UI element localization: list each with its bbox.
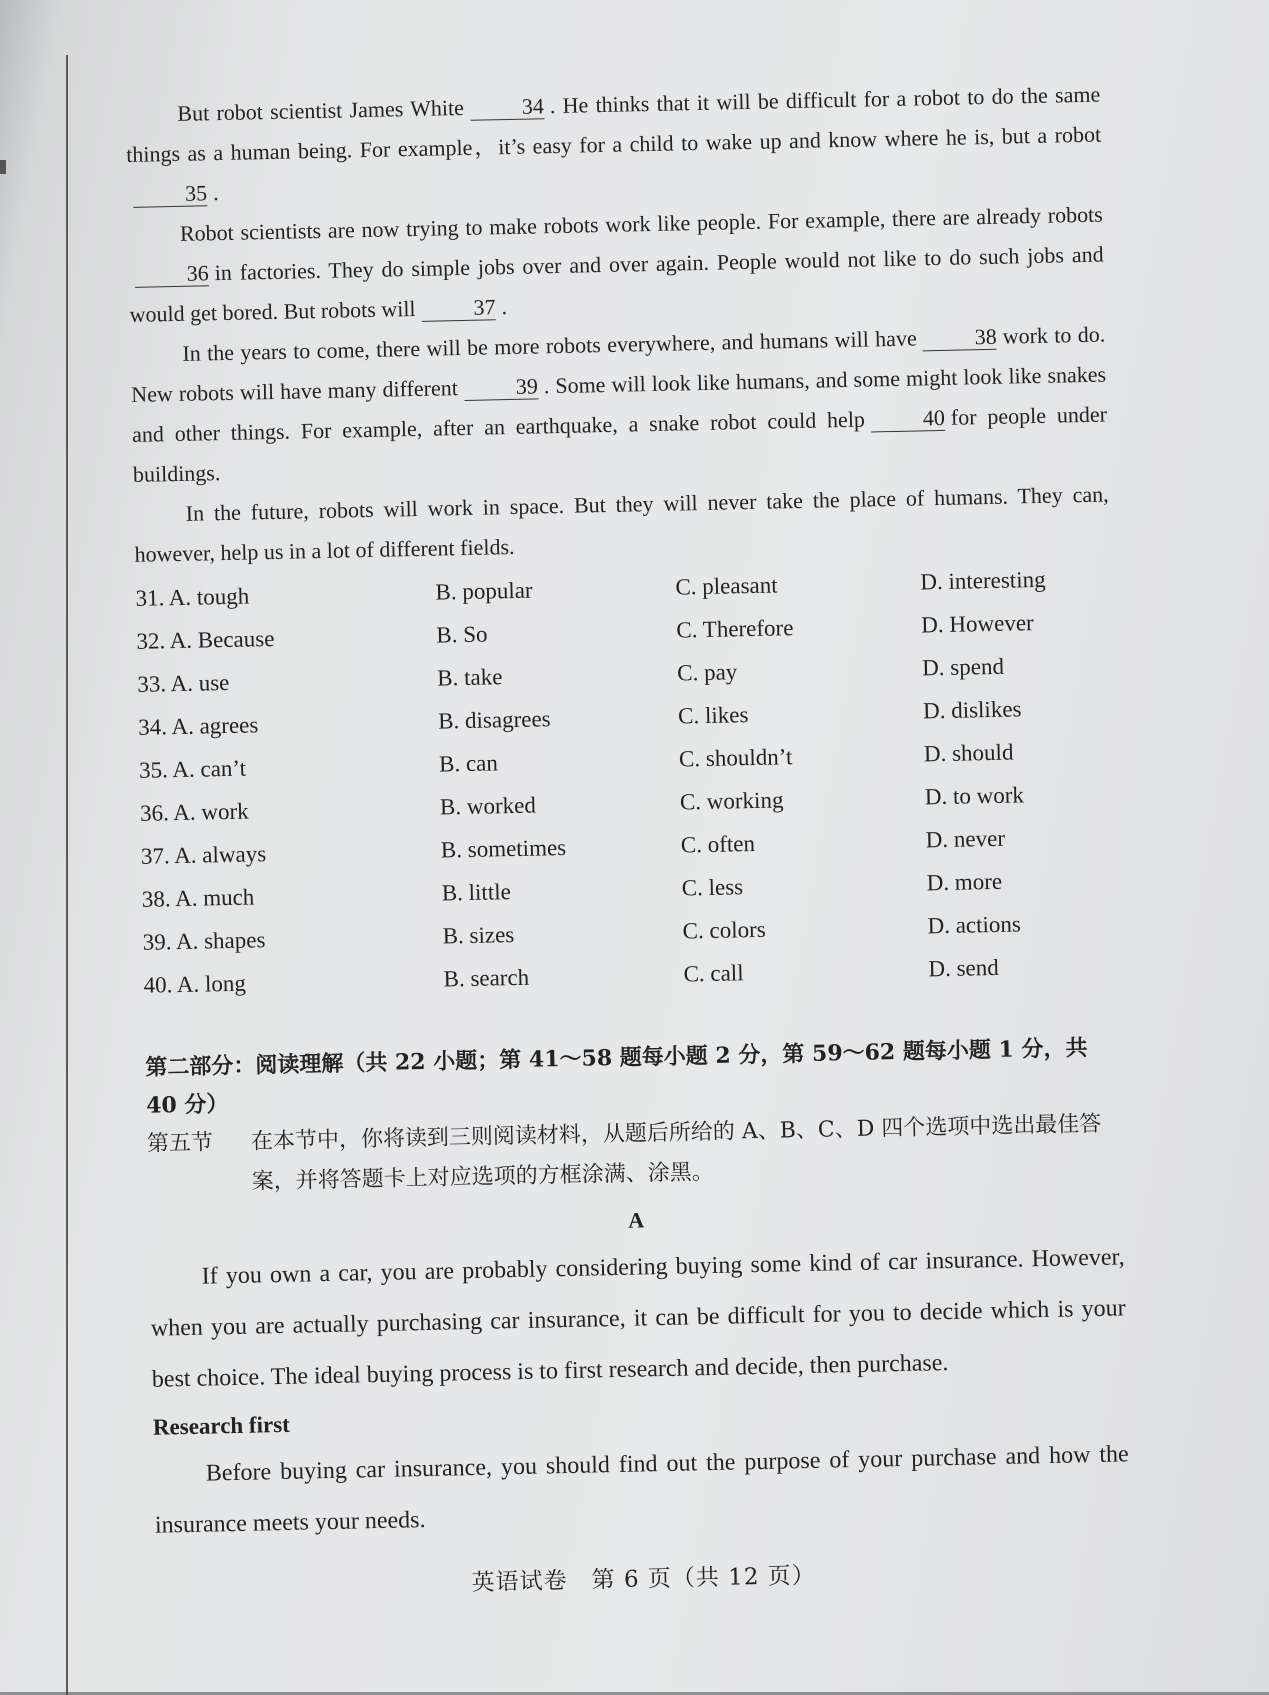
- passage-title: A: [627, 1207, 645, 1233]
- cloze-paragraph-2: Robot scientists are now trying to make robots work like people. For example, there are already robots36 in factories. They do simple jobs over and over again. People would not like to do such jobs and would get bored. But robots will 37 .: [129, 201, 1104, 327]
- question-37-options: 37. A. always B. sometimes C. often D. never: [140, 825, 1006, 869]
- answer-options: [135, 556, 1119, 1006]
- blank-38: 38: [922, 325, 997, 352]
- blank-34: 34: [470, 94, 545, 121]
- question-31-options: 31. A. tough B. popular C. pleasant D. interesting: [135, 566, 1046, 611]
- blank-40: 40: [871, 406, 946, 433]
- instruction-text: 在本节中，你将读到三则阅读材料，从题后所给的 A、B、C、D 四个选项中选出最佳答案，并将答题卡上对应选项的方框涂满、涂黑。: [250, 1111, 1102, 1195]
- binding-margin-line: [66, 55, 68, 1695]
- question-38-options: 38. A. much B. little C. less D. more: [141, 868, 1003, 912]
- blank-39: 39: [464, 374, 539, 401]
- section-label: 第五节: [146, 1130, 214, 1157]
- page-edge-mark: [0, 160, 6, 174]
- page-footer: 英语试卷 第 6 页（共 12 页）: [471, 1562, 817, 1597]
- blank-36: 36: [135, 261, 210, 288]
- page-content: [125, 75, 1132, 1610]
- cloze-paragraph-1: But robot scientist James White 34 . He thinks that it will be difficult for a robot to do the same things as a human being. For example，it’s easy for a child to wake up and know where he is, but a robot35 .: [125, 75, 1102, 215]
- blank-35: 35: [133, 181, 208, 208]
- question-39-options: 39. A. shapes B. sizes C. colors D. actions: [142, 911, 1022, 955]
- question-32-options: 32. A. Because B. So C. Therefore D. However: [136, 610, 1034, 654]
- question-33-options: 33. A. use B. take C. pay D. spend: [137, 653, 1005, 697]
- question-36-options: 36. A. work B. worked C. working D. to work: [139, 782, 1025, 826]
- blank-37: 37: [421, 295, 496, 322]
- passage-subheading: Research first: [152, 1411, 291, 1440]
- passage-paragraph-1: If you own a car, you are probably considering buying some kind of car insurance. However, when you are actually purchasing car insurance, it can be difficult for you to decide which is your best choice. The ideal buying process is to first research and decide, then purchase.: [150, 1244, 1126, 1393]
- cloze-paragraph-3: In the years to come, there will be more robots everywhere, and humans will have 38 work to do. New robots will have many different 39 . Some will look like humans, and some might look like snakes and other things. For example, after an earthquake, a snake robot could help 40 for people under buildings.: [131, 321, 1108, 487]
- cloze-paragraph-4: In the future, robots will work in space. But they will never take the place of humans. They can, however, help us in a lot of different fields.: [134, 481, 1109, 567]
- question-34-options: 34. A. agrees B. disagrees C. likes D. dislikes: [137, 696, 1022, 740]
- question-35-options: 35. A. can’t B. can C. shouldn’t D. should: [138, 739, 1014, 783]
- section-heading: 第二部分：阅读理解（共 22 小题；第 41～58 题每小题 2 分，第 59～62 题每小题 1 分，共 40 分）: [145, 1035, 1088, 1119]
- question-40-options: 40. A. long B. search C. call D. send: [143, 954, 1000, 998]
- passage-paragraph-2: Before buying car insurance, you should find out the purpose of your purchase and how the insurance meets your needs.: [154, 1441, 1129, 1539]
